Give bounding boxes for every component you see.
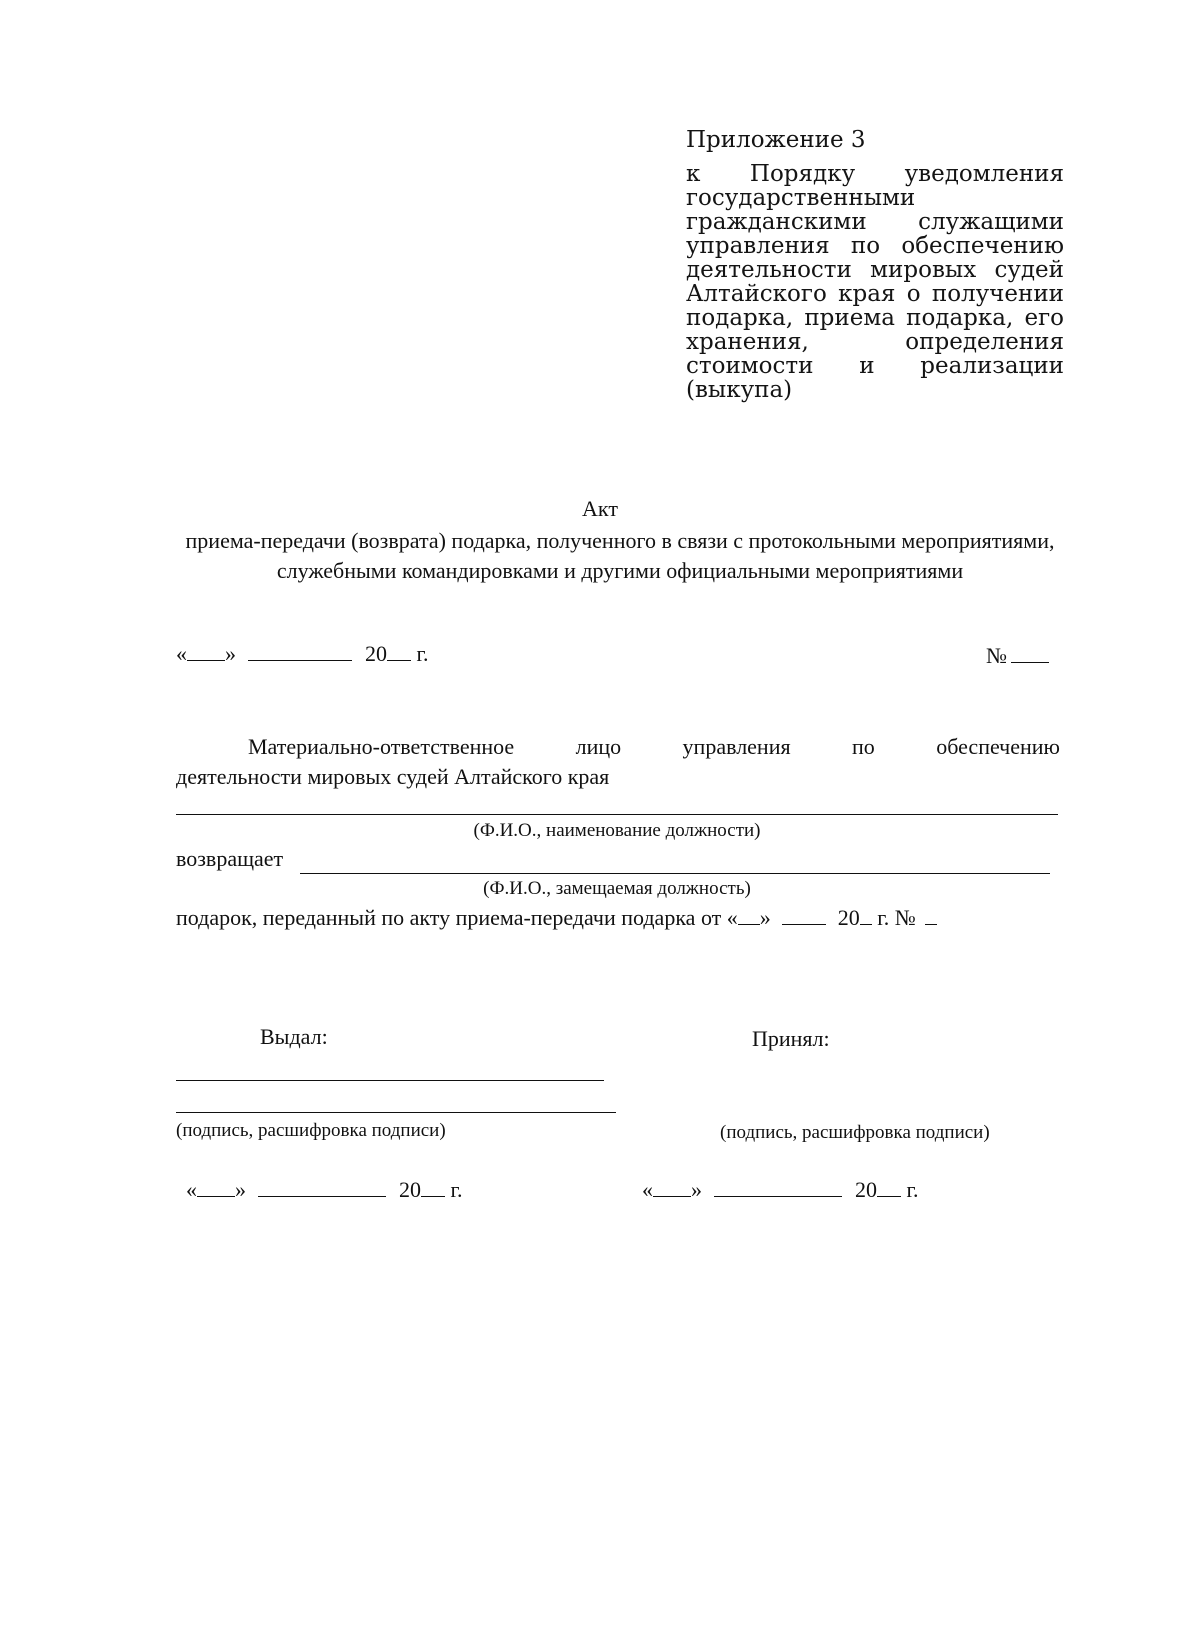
appendix-text: к Порядку уведомления государственными гражданскими служащими управления по обеспечению деятельности мировых судей Алтайского края о получении подарка, приема подарка, его хранения, определения стоимости и реализации (выкупа) [686, 161, 1064, 403]
gift-year-blank [860, 904, 872, 925]
open-quote: « [176, 641, 187, 666]
paragraph-line-2: деятельности мировых судей Алтайского края [176, 764, 610, 789]
month-blank [248, 640, 352, 661]
open-quote: « [186, 1177, 197, 1202]
gift-day-blank [738, 904, 760, 925]
open-quote: « [726, 905, 738, 930]
issued-day-blank [197, 1176, 235, 1197]
caption-right-signature: (подпись, расшифровка подписи) [720, 1122, 990, 1143]
number-blank [1011, 642, 1049, 663]
responsible-person-paragraph [176, 732, 1060, 792]
caption-left-signature: (подпись, расшифровка подписи) [176, 1120, 446, 1141]
gift-transfer-line [176, 904, 937, 931]
open-quote: « [642, 1177, 653, 1202]
accepted-label: Принял: [752, 1026, 830, 1051]
appendix-block [686, 128, 1064, 402]
issuer-signature-line-1 [176, 1080, 604, 1081]
act-number [986, 642, 1049, 669]
gift-month-blank [782, 904, 826, 925]
returns-blank [300, 873, 1050, 874]
issued-year-blank [421, 1176, 445, 1197]
issued-year-prefix: 20 [399, 1177, 421, 1202]
returns-label: возвращает [176, 846, 284, 871]
act-subtitle: приема-передачи (возврата) подарка, полученного в связи с протокольными мероприятиями, служебными командировками и другими официальными мероприятиями [185, 528, 1055, 583]
close-quote: » [235, 1177, 246, 1202]
close-quote: » [225, 641, 236, 666]
appendix-title: Приложение 3 [686, 127, 866, 153]
accepted-year-blank [877, 1176, 901, 1197]
gift-number-blank [925, 904, 937, 925]
issued-label: Выдал: [260, 1024, 328, 1049]
close-quote: » [691, 1177, 702, 1202]
accepted-date-line [642, 1176, 919, 1203]
caption-fio-substituted-position: (Ф.И.О., замещаемая должность) [483, 878, 751, 899]
close-quote: » [759, 905, 771, 930]
day-blank [187, 640, 225, 661]
accepted-year-suffix: г. [901, 1177, 919, 1202]
issued-date-line [186, 1176, 463, 1203]
accepted-day-blank [653, 1176, 691, 1197]
year-prefix: 20 [365, 641, 387, 666]
caption-fio-position: (Ф.И.О., наименование должности) [473, 820, 761, 841]
issuer-signature-line-2 [176, 1112, 616, 1113]
act-date-line [176, 640, 429, 667]
year-blank [387, 640, 411, 661]
accepted-year-prefix: 20 [855, 1177, 877, 1202]
issued-year-suffix: г. [445, 1177, 463, 1202]
year-suffix: г. [411, 641, 429, 666]
issued-month-blank [258, 1176, 386, 1197]
paragraph-line-1: Материально-ответственное лицо управления по обеспечению [248, 734, 1060, 759]
act-title: Акт [582, 496, 618, 521]
gift-year-suffix: г. № [871, 905, 916, 930]
gift-line-prefix: подарок, переданный по акту приема-передачи подарка от [176, 905, 722, 930]
number-sign: № [986, 643, 1007, 668]
gift-year-prefix: 20 [837, 905, 860, 930]
responsible-person-blank [176, 814, 1058, 815]
accepted-month-blank [714, 1176, 842, 1197]
